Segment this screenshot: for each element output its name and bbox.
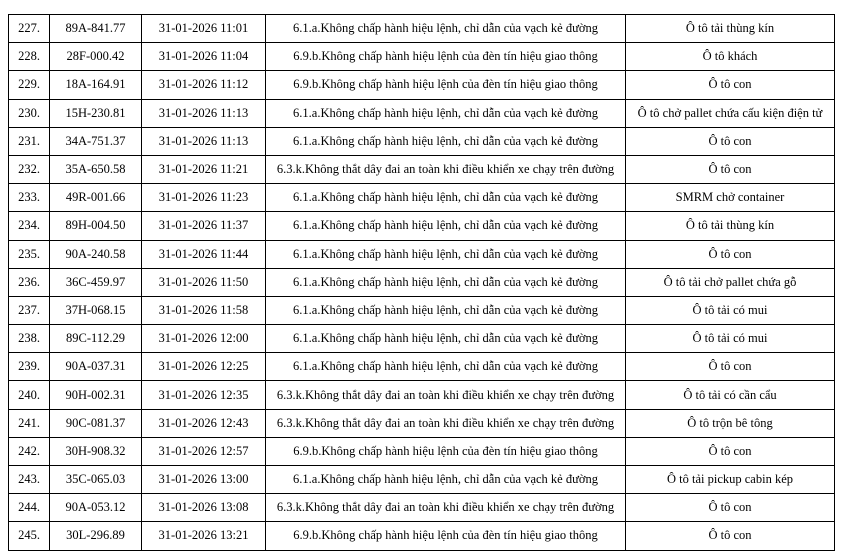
row-number-cell: 238. [9,325,50,353]
license-plate-cell: 15H-230.81 [50,99,142,127]
table-row [9,99,835,127]
table-row [9,127,835,155]
violation-description-cell: 6.1.a.Không chấp hành hiệu lệnh, chỉ dẫn của vạch kẻ đường [266,212,626,240]
vehicle-type-cell: SMRM chở container [626,184,835,212]
license-plate-cell: 90A-240.58 [50,240,142,268]
vehicle-type-cell: Ô tô con [626,353,835,381]
violation-description-cell: 6.1.a.Không chấp hành hiệu lệnh, chỉ dẫn của vạch kẻ đường [266,15,626,43]
violation-description-cell: 6.1.a.Không chấp hành hiệu lệnh, chỉ dẫn của vạch kẻ đường [266,325,626,353]
license-plate-cell: 90A-053.12 [50,494,142,522]
violation-time-cell: 31-01-2026 11:13 [142,99,266,127]
table-row [9,15,835,43]
row-number-cell: 235. [9,240,50,268]
violations-table-body [9,15,835,551]
violation-description-cell: 6.3.k.Không thắt dây đai an toàn khi điều khiển xe chạy trên đường [266,494,626,522]
violation-description-cell: 6.9.b.Không chấp hành hiệu lệnh của đèn tín hiệu giao thông [266,71,626,99]
row-number-cell: 241. [9,409,50,437]
vehicle-type-cell: Ô tô con [626,155,835,183]
violation-time-cell: 31-01-2026 11:37 [142,212,266,240]
row-number-cell: 227. [9,15,50,43]
table-row [9,494,835,522]
license-plate-cell: 36C-459.97 [50,268,142,296]
violation-description-cell: 6.9.b.Không chấp hành hiệu lệnh của đèn tín hiệu giao thông [266,437,626,465]
license-plate-cell: 18A-164.91 [50,71,142,99]
vehicle-type-cell: Ô tô tải pickup cabin kép [626,466,835,494]
license-plate-cell: 89A-841.77 [50,15,142,43]
row-number-cell: 240. [9,381,50,409]
violation-time-cell: 31-01-2026 12:25 [142,353,266,381]
license-plate-cell: 90H-002.31 [50,381,142,409]
license-plate-cell: 89H-004.50 [50,212,142,240]
license-plate-cell: 49R-001.66 [50,184,142,212]
table-row [9,71,835,99]
table-row [9,268,835,296]
vehicle-type-cell: Ô tô khách [626,43,835,71]
table-row [9,437,835,465]
license-plate-cell: 89C-112.29 [50,325,142,353]
violation-time-cell: 31-01-2026 13:21 [142,522,266,550]
row-number-cell: 243. [9,466,50,494]
table-row [9,381,835,409]
vehicle-type-cell: Ô tô trộn bê tông [626,409,835,437]
license-plate-cell: 37H-068.15 [50,296,142,324]
violation-time-cell: 31-01-2026 12:35 [142,381,266,409]
table-row [9,296,835,324]
violation-time-cell: 31-01-2026 11:01 [142,15,266,43]
violation-description-cell: 6.1.a.Không chấp hành hiệu lệnh, chỉ dẫn của vạch kẻ đường [266,99,626,127]
violation-time-cell: 31-01-2026 11:23 [142,184,266,212]
row-number-cell: 234. [9,212,50,240]
violation-time-cell: 31-01-2026 11:04 [142,43,266,71]
license-plate-cell: 90A-037.31 [50,353,142,381]
vehicle-type-cell: Ô tô con [626,522,835,550]
vehicle-type-cell: Ô tô tải thùng kín [626,212,835,240]
violation-time-cell: 31-01-2026 11:12 [142,71,266,99]
violation-time-cell: 31-01-2026 11:50 [142,268,266,296]
row-number-cell: 244. [9,494,50,522]
row-number-cell: 228. [9,43,50,71]
table-row [9,43,835,71]
table-row [9,212,835,240]
violation-time-cell: 31-01-2026 13:00 [142,466,266,494]
row-number-cell: 242. [9,437,50,465]
vehicle-type-cell: Ô tô tải có mui [626,296,835,324]
license-plate-cell: 30L-296.89 [50,522,142,550]
table-row [9,240,835,268]
violation-description-cell: 6.1.a.Không chấp hành hiệu lệnh, chỉ dẫn của vạch kẻ đường [266,127,626,155]
violation-description-cell: 6.1.a.Không chấp hành hiệu lệnh, chỉ dẫn của vạch kẻ đường [266,353,626,381]
license-plate-cell: 35A-650.58 [50,155,142,183]
vehicle-type-cell: Ô tô con [626,494,835,522]
license-plate-cell: 90C-081.37 [50,409,142,437]
table-row [9,522,835,550]
vehicle-type-cell: Ô tô con [626,437,835,465]
violation-description-cell: 6.3.k.Không thắt dây đai an toàn khi điều khiển xe chạy trên đường [266,409,626,437]
row-number-cell: 245. [9,522,50,550]
violation-description-cell: 6.1.a.Không chấp hành hiệu lệnh, chỉ dẫn của vạch kẻ đường [266,296,626,324]
violation-description-cell: 6.3.k.Không thắt dây đai an toàn khi điều khiển xe chạy trên đường [266,155,626,183]
row-number-cell: 239. [9,353,50,381]
violation-description-cell: 6.1.a.Không chấp hành hiệu lệnh, chỉ dẫn của vạch kẻ đường [266,240,626,268]
vehicle-type-cell: Ô tô con [626,127,835,155]
license-plate-cell: 28F-000.42 [50,43,142,71]
vehicle-type-cell: Ô tô tải chở pallet chứa gỗ [626,268,835,296]
violation-time-cell: 31-01-2026 11:44 [142,240,266,268]
row-number-cell: 233. [9,184,50,212]
violation-description-cell: 6.9.b.Không chấp hành hiệu lệnh của đèn tín hiệu giao thông [266,43,626,71]
license-plate-cell: 35C-065.03 [50,466,142,494]
violation-time-cell: 31-01-2026 12:00 [142,325,266,353]
row-number-cell: 236. [9,268,50,296]
license-plate-cell: 30H-908.32 [50,437,142,465]
table-row [9,466,835,494]
vehicle-type-cell: Ô tô con [626,71,835,99]
violation-description-cell: 6.3.k.Không thắt dây đai an toàn khi điều khiển xe chạy trên đường [266,381,626,409]
violation-description-cell: 6.1.a.Không chấp hành hiệu lệnh, chỉ dẫn của vạch kẻ đường [266,466,626,494]
license-plate-cell: 34A-751.37 [50,127,142,155]
violation-time-cell: 31-01-2026 11:13 [142,127,266,155]
violation-time-cell: 31-01-2026 11:58 [142,296,266,324]
table-row [9,325,835,353]
violation-description-cell: 6.9.b.Không chấp hành hiệu lệnh của đèn tín hiệu giao thông [266,522,626,550]
vehicle-type-cell: Ô tô tải thùng kín [626,15,835,43]
table-row [9,184,835,212]
violation-time-cell: 31-01-2026 12:43 [142,409,266,437]
violation-description-cell: 6.1.a.Không chấp hành hiệu lệnh, chỉ dẫn của vạch kẻ đường [266,184,626,212]
vehicle-type-cell: Ô tô tải có cần cẩu [626,381,835,409]
row-number-cell: 231. [9,127,50,155]
row-number-cell: 230. [9,99,50,127]
table-row [9,155,835,183]
vehicle-type-cell: Ô tô con [626,240,835,268]
table-row [9,409,835,437]
row-number-cell: 237. [9,296,50,324]
violation-time-cell: 31-01-2026 13:08 [142,494,266,522]
row-number-cell: 232. [9,155,50,183]
row-number-cell: 229. [9,71,50,99]
vehicle-type-cell: Ô tô chở pallet chứa cấu kiện điện tử [626,99,835,127]
table-row [9,353,835,381]
violation-description-cell: 6.1.a.Không chấp hành hiệu lệnh, chỉ dẫn của vạch kẻ đường [266,268,626,296]
violations-table [8,14,835,551]
violation-time-cell: 31-01-2026 12:57 [142,437,266,465]
violation-time-cell: 31-01-2026 11:21 [142,155,266,183]
vehicle-type-cell: Ô tô tải có mui [626,325,835,353]
